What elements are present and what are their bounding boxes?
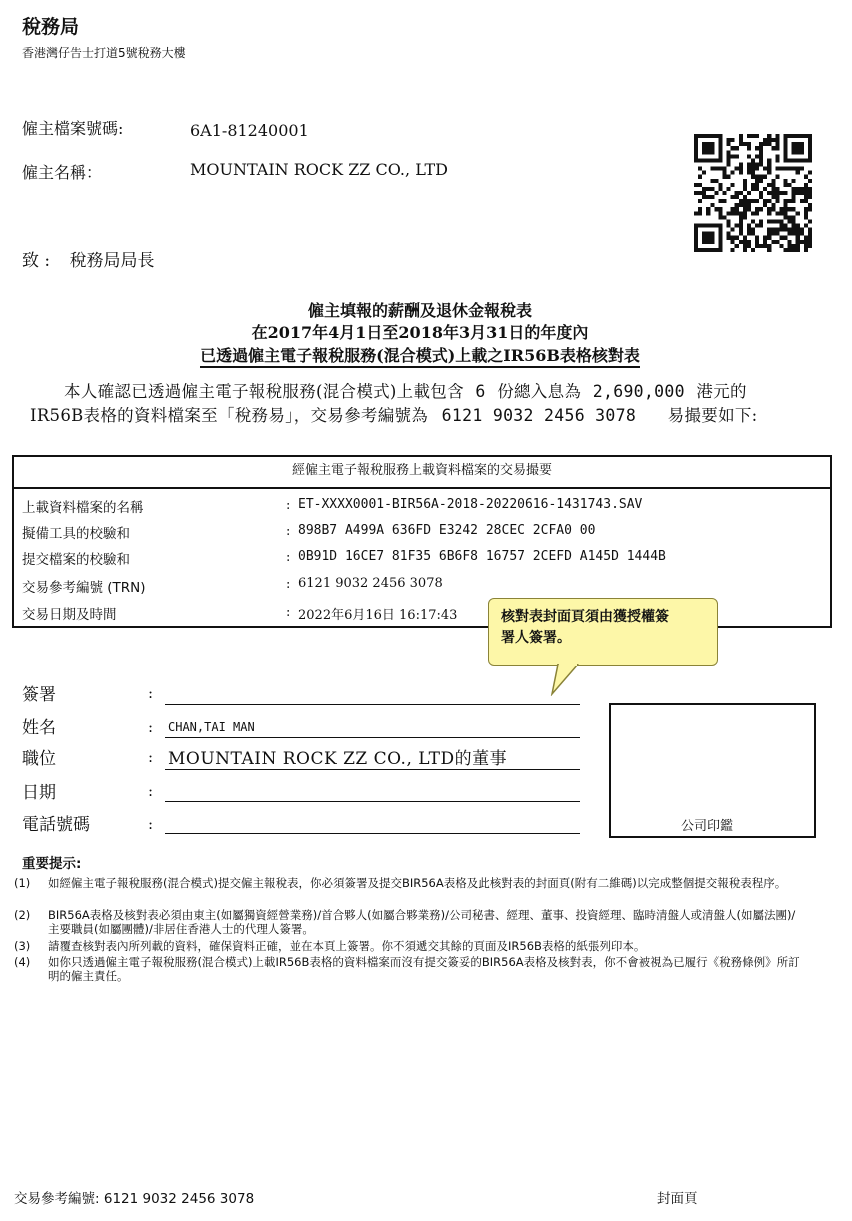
note-number: (2) [14, 908, 31, 922]
callout-line-1: 核對表封面頁須由獲授權簽 [501, 609, 669, 625]
footer-trn [14, 1187, 254, 1207]
sign-label: 簽署 [22, 685, 56, 705]
submitted-file-checksum: 0B91D 16CE7 81F35 6B6F8 16757 2CEFD A145D 1444B [298, 549, 666, 564]
position-value: MOUNTAIN ROCK ZZ CO., LTD的董事 [168, 749, 508, 769]
department-address: 香港灣仔告士打道5號稅務大樓 [22, 46, 186, 60]
note-item [14, 909, 804, 937]
summary-row-label: 交易日期及時間 [22, 607, 117, 623]
employer-name: MOUNTAIN ROCK ZZ CO., LTD [190, 160, 449, 179]
prep-tool-checksum: 898B7 A499A 636FD E3242 28CEC 2CFA0 00 [298, 523, 596, 538]
summary-trn: 6121 9032 2456 3078 [298, 576, 443, 591]
transaction-datetime: 2022年6月16日 16:17:43 [298, 608, 458, 623]
statement-line-1-c: 港元的 [696, 382, 747, 401]
position-field[interactable] [165, 769, 580, 770]
note-text: 如你只透過僱主電子報稅服務(混合模式)上載IR56B表格的資料檔案而沒有提交簽妥的BIR56A表格及核對表，你不會被視為已履行《稅務條例》所訂明的僱主責任。 [48, 955, 800, 983]
phone-label: 電話號碼 [22, 815, 90, 835]
statement-amount: 2,690,000 [592, 382, 685, 401]
phone-field[interactable] [165, 833, 580, 834]
statement-line-1-a: 本人確認已透過僱主電子報稅服務(混合模式)上載包含 [64, 382, 464, 401]
signature-callout [488, 598, 718, 666]
name-field[interactable] [165, 737, 580, 738]
note-text: BIR56A表格及核對表必須由東主(如屬獨資經營業務)/首合夥人(如屬合夥業務)/公司秘書、經理、董事、投資經理、臨時清盤人或清盤人(如屬法團)/主要職員(如屬團體)/非居住香港人士的代理人簽署。 [48, 908, 796, 936]
note-number: (1) [14, 876, 31, 890]
statement-line-1-b: 份總入息為 [497, 382, 582, 401]
statement-count: 6 [475, 382, 486, 401]
upload-file-name: ET-XXXX0001-BIR56A-2018-20220616-1431743.SAV [298, 497, 643, 512]
summary-row-label: 提交檔案的校驗和 [22, 552, 130, 568]
summary-row-label: 擬備工具的校驗和 [22, 526, 130, 542]
footer-page-label: 封面頁 [657, 1191, 698, 1207]
statement-line-2-b: 易撮要如下: [667, 406, 758, 425]
position-colon: : [148, 748, 154, 766]
name-value: CHAN,TAI MAN [168, 720, 255, 734]
footer-trn-label: 交易參考編號: [14, 1191, 100, 1207]
statement-line-2 [30, 402, 758, 426]
sign-field[interactable] [165, 704, 580, 705]
form-title-line-3 [0, 343, 840, 366]
department-title: 稅務局 [22, 16, 80, 38]
form-title-line-3-text: 已透過僱主電子報稅服務(混合模式)上載之IR56B表格核對表 [200, 346, 640, 368]
summary-row-colon: : [286, 605, 291, 620]
callout-line-2: 署人簽署。 [501, 630, 571, 646]
summary-row-colon: : [286, 550, 291, 565]
note-item [14, 956, 804, 984]
note-item [14, 940, 804, 955]
note-text: 請覆查核對表內所列載的資料，確保資料正確，並在本頁上簽署。你不須遞交其餘的頁面及IR56B表格的紙張列印本。 [48, 939, 646, 953]
date-label: 日期 [22, 783, 56, 803]
date-field[interactable] [165, 801, 580, 802]
company-seal-label: 公司印鑑 [681, 819, 734, 834]
form-title-line-2: 在2017年4月1日至2018年3月31日的年度內 [251, 323, 589, 342]
notes-title: 重要提示: [22, 856, 82, 872]
addressee-label: 致 : [22, 251, 51, 271]
statement-line-1 [64, 378, 747, 402]
summary-row-colon: : [286, 577, 291, 592]
name-label: 姓名 [22, 718, 56, 738]
summary-row-colon: : [286, 524, 291, 539]
summary-row-label: 上載資料檔案的名稱 [22, 500, 144, 516]
phone-colon: : [148, 815, 154, 833]
summary-row-colon: : [286, 498, 291, 513]
date-colon: : [148, 782, 154, 800]
statement-line-2-a: IR56B表格的資料檔案至「稅務易」，交易參考編號為 [30, 406, 429, 425]
note-item [14, 877, 804, 905]
employer-file-no-label: 僱主檔案號碼: [22, 119, 124, 138]
sign-colon: : [148, 684, 154, 702]
employer-file-no: 6A1-81240001 [190, 121, 309, 140]
addressee-line [22, 246, 155, 271]
name-colon: : [148, 718, 154, 736]
form-title-line-1: 僱主填報的薪酬及退休金報稅表 [307, 301, 532, 320]
footer-trn-value: 6121 9032 2456 3078 [103, 1191, 255, 1207]
note-text: 如經僱主電子報稅服務(混合模式)提交僱主報稅表，你必須簽署及提交BIR56A表格及此核對表的封面頁(附有二維碼)以完成整個提交報稅表程序。 [48, 876, 787, 890]
statement-trn: 6121 9032 2456 3078 [441, 406, 637, 425]
employer-name-label: 僱主名稱： [22, 163, 103, 182]
qr-code-icon [694, 134, 812, 252]
callout-tail-icon [548, 664, 588, 696]
summary-heading: 經僱主電子報稅服務上載資料檔案的交易撮要 [12, 455, 832, 489]
note-number: (4) [14, 955, 31, 969]
position-label: 職位 [22, 749, 56, 769]
note-number: (3) [14, 939, 31, 953]
addressee-name: 稅務局局長 [69, 251, 155, 271]
summary-row-label: 交易參考編號 (TRN) [22, 580, 146, 596]
